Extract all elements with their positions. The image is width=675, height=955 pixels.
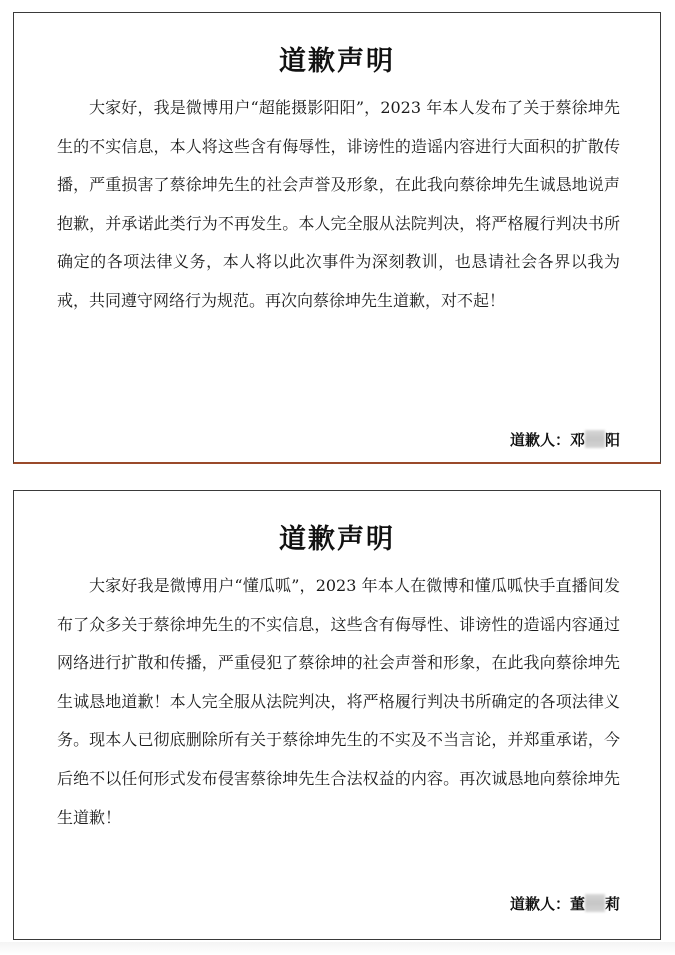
statement-paragraph: 大家好我是微博用户“懂瓜呱”，2023 年本人在微博和懂瓜呱快手直播间发布了众多关于蔡徐坤先生的不实信息，这些含有侮辱性、诽谤性的造谣内容通过网络进行扩散和传播，严重侵犯了蔡徐坤的社会声誉和形象，在此我向蔡徐坤先生诚恳地道歉！本人完全服从法院判决，将严格履行判决书所确定的各项法律义务。现本人已彻底删除所有关于蔡徐坤先生的不实及不当言论，并郑重承诺，今后绝不以任何形式发布侵害蔡徐坤先生合法权益的内容。再次诚恳地向蔡徐坤先生道歉！: [57, 576, 620, 827]
page-bottom-shadow: [0, 942, 675, 955]
signature-name-end: 阳: [604, 431, 620, 449]
statement-title: 道歉声明: [279, 46, 395, 77]
apology-statement-card-2: [13, 490, 661, 940]
statement-signature: [510, 893, 620, 914]
apology-statement-card-1: [13, 12, 661, 464]
statement-body: [57, 567, 620, 837]
signature-name-start: 邓: [569, 431, 585, 449]
statement-paragraph: 大家好，我是微博用户“超能摄影阳阳”，2023 年本人发布了关于蔡徐坤先生的不实信息，本人将这些含有侮辱性，诽谤性的造谣内容进行大面积的扩散传播，严重损害了蔡徐坤先生的社会声誉及形象，在此我向蔡徐坤先生诚恳地说声抱歉，并承诺此类行为不再发生。本人完全服从法院判决，将严格履行判决书所确定的各项法律义务，本人将以此次事件为深刻教训，也恳请社会各界以我为戒，共同遵守网络行为规范。再次向蔡徐坤先生道歉，对不起！: [57, 98, 620, 310]
redacted-name-blur: [585, 894, 605, 912]
statement-body: [57, 89, 620, 321]
redacted-name-blur: [585, 430, 605, 448]
signature-name-start: 董: [569, 895, 585, 913]
signature-name-end: 莉: [604, 895, 620, 913]
statement-title: 道歉声明: [279, 524, 395, 555]
signature-label: 道歉人：: [509, 431, 570, 449]
statement-signature: [510, 429, 620, 450]
signature-label: 道歉人：: [509, 895, 570, 913]
